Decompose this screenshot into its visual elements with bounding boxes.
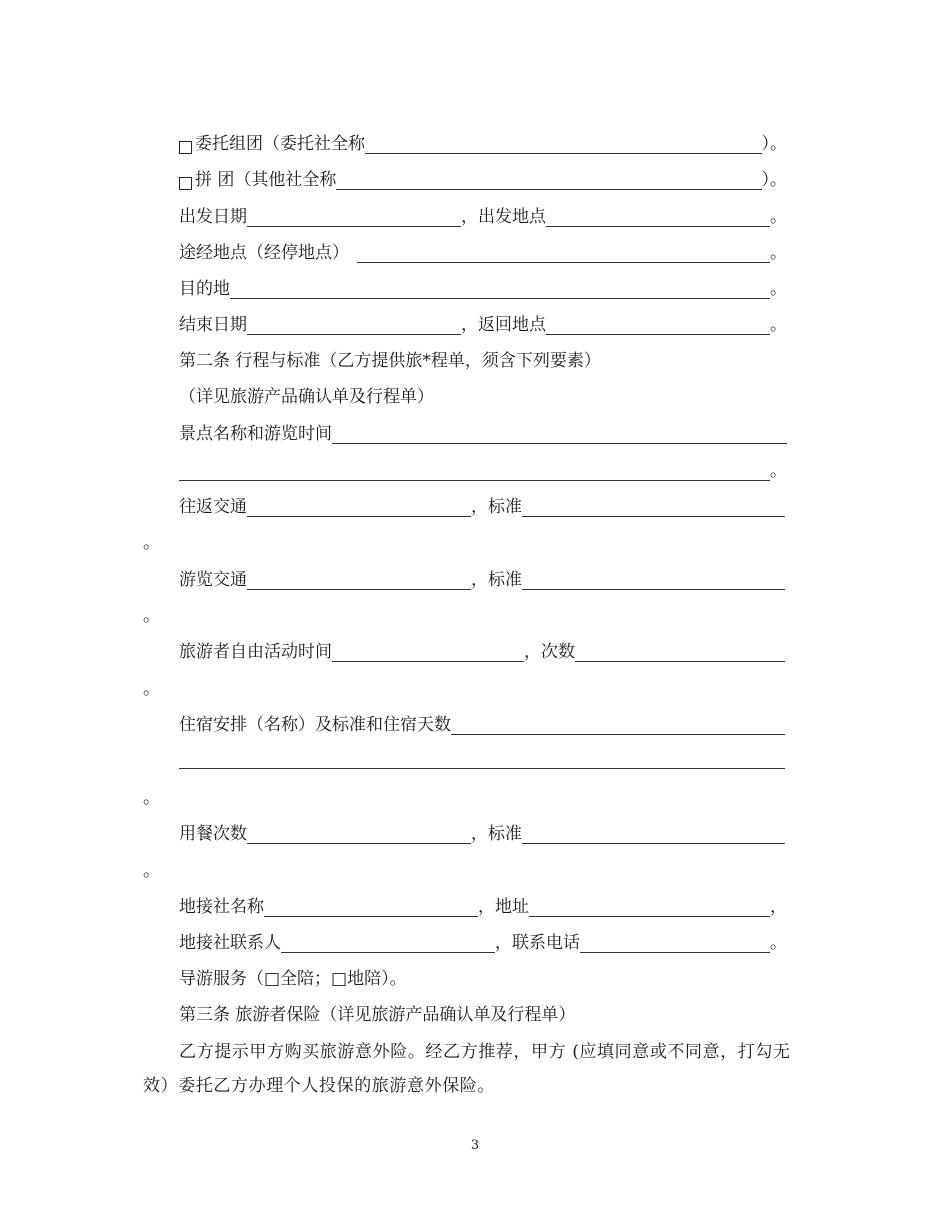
blank-entrusted-agency-name[interactable] — [365, 137, 762, 154]
blank-local-agency-name[interactable] — [264, 900, 478, 917]
blank-meal-count[interactable] — [247, 827, 471, 844]
blank-sightseeing-transport[interactable] — [247, 573, 471, 590]
line-end: ， — [770, 897, 787, 917]
line-end-mark: 。 — [143, 679, 160, 699]
label-standard: ，标准 — [471, 497, 522, 517]
label-standard: ，标准 — [471, 570, 522, 590]
line-end: 。 — [770, 461, 787, 481]
blank-meal-standard[interactable] — [522, 827, 785, 844]
blank-free-time[interactable] — [332, 645, 524, 662]
label-destination: 目的地 — [179, 279, 230, 299]
blank-accommodation[interactable] — [451, 718, 785, 735]
line-local-agency — [179, 897, 787, 917]
label-times: ，次数 — [524, 642, 575, 662]
line-departure — [179, 207, 787, 227]
label-round-trip-transport: 往返交通 — [179, 497, 247, 517]
checkbox-entrusted-group[interactable] — [179, 141, 192, 154]
line-end-mark: 。 — [143, 533, 160, 553]
blank-free-time-count[interactable] — [575, 645, 785, 662]
line-sightseeing-transport — [179, 570, 785, 590]
label-local-agency-name: 地接社名称 — [179, 897, 264, 917]
blank-destination[interactable] — [230, 282, 770, 299]
label-end-date: 结束日期 — [179, 315, 247, 335]
line-local-contact — [179, 933, 787, 953]
line-end: 。 — [770, 279, 787, 299]
blank-end-date[interactable] — [247, 318, 461, 335]
label-joint-group: 拼 团（其他社全称 — [195, 170, 337, 190]
label-free-time: 旅游者自由活动时间 — [179, 642, 332, 662]
guide-service-line: 导游服务（□全陪；□地陪）。 — [179, 969, 407, 989]
line-end: 。 — [770, 933, 787, 953]
blank-round-trip-standard[interactable] — [522, 500, 785, 517]
line-end: 。 — [770, 207, 787, 227]
line-attractions — [179, 424, 787, 444]
blank-round-trip-transport[interactable] — [247, 500, 471, 517]
label-return-place: ，返回地点 — [461, 315, 546, 335]
label-meals: 用餐次数 — [179, 824, 247, 844]
label-attractions: 景点名称和游览时间 — [179, 424, 332, 444]
blank-departure-date[interactable] — [247, 210, 461, 227]
line-end: ）。 — [761, 170, 787, 190]
article-2-heading: 第二条 行程与标准（乙方提供旅*程单，须含下列要素） — [179, 351, 601, 371]
line-destination — [179, 279, 787, 299]
article-2-note: （详见旅游产品确认单及行程单） — [179, 387, 434, 407]
line-end-mark: 。 — [143, 788, 160, 808]
label-via-places: 途经地点（经停地点） — [179, 243, 349, 263]
line-end-mark: 。 — [143, 861, 160, 881]
line-round-trip — [179, 497, 785, 517]
label-address: ，地址 — [478, 897, 529, 917]
blank-attractions-cont[interactable] — [179, 464, 770, 481]
blank-attractions[interactable] — [332, 427, 787, 444]
page-number: 3 — [470, 1138, 480, 1153]
label-sightseeing-transport: 游览交通 — [179, 570, 247, 590]
blank-via-places[interactable] — [357, 246, 770, 263]
checkbox-joint-group[interactable] — [179, 177, 192, 190]
label-standard: ，标准 — [471, 824, 522, 844]
blank-local-contact[interactable] — [281, 936, 495, 953]
label-departure-date: 出发日期 — [179, 207, 247, 227]
line-return — [179, 315, 787, 335]
label-phone: ，联系电话 — [495, 933, 580, 953]
blank-sightseeing-standard[interactable] — [522, 573, 785, 590]
line-attractions-cont — [179, 461, 787, 481]
article-3-heading: 第三条 旅游者保险（详见旅游产品确认单及行程单） — [179, 1005, 576, 1025]
blank-other-agency-name[interactable] — [336, 173, 761, 190]
label-accommodation: 住宿安排（名称）及标准和住宿天数 — [179, 715, 451, 735]
line-entrusted-group — [179, 134, 787, 154]
blank-phone[interactable] — [580, 936, 770, 953]
blank-address[interactable] — [529, 900, 770, 917]
line-end: ）。 — [761, 134, 787, 154]
line-via — [179, 243, 787, 263]
blank-return-place[interactable] — [546, 318, 770, 335]
line-meals — [179, 824, 785, 844]
line-free-time — [179, 642, 785, 662]
blank-departure-place[interactable] — [546, 210, 770, 227]
label-departure-place: ，出发地点 — [461, 207, 546, 227]
insurance-paragraph: 乙方提示甲方购买旅游意外险。经乙方推荐，甲方 (应填同意或不同意，打勾无效）委托乙方办理个人投保的旅游意外保险。 — [143, 1042, 791, 1096]
label-entrusted-group: 委托组团（委托社全称 — [195, 134, 365, 154]
line-accommodation — [179, 715, 785, 735]
label-local-contact: 地接社联系人 — [179, 933, 281, 953]
line-end-mark: 。 — [143, 606, 160, 626]
line-end: 。 — [770, 243, 787, 263]
line-joint-group — [179, 170, 787, 190]
line-end: 。 — [770, 315, 787, 335]
line-accommodation-cont — [179, 752, 785, 769]
blank-accommodation-cont[interactable] — [179, 752, 785, 769]
